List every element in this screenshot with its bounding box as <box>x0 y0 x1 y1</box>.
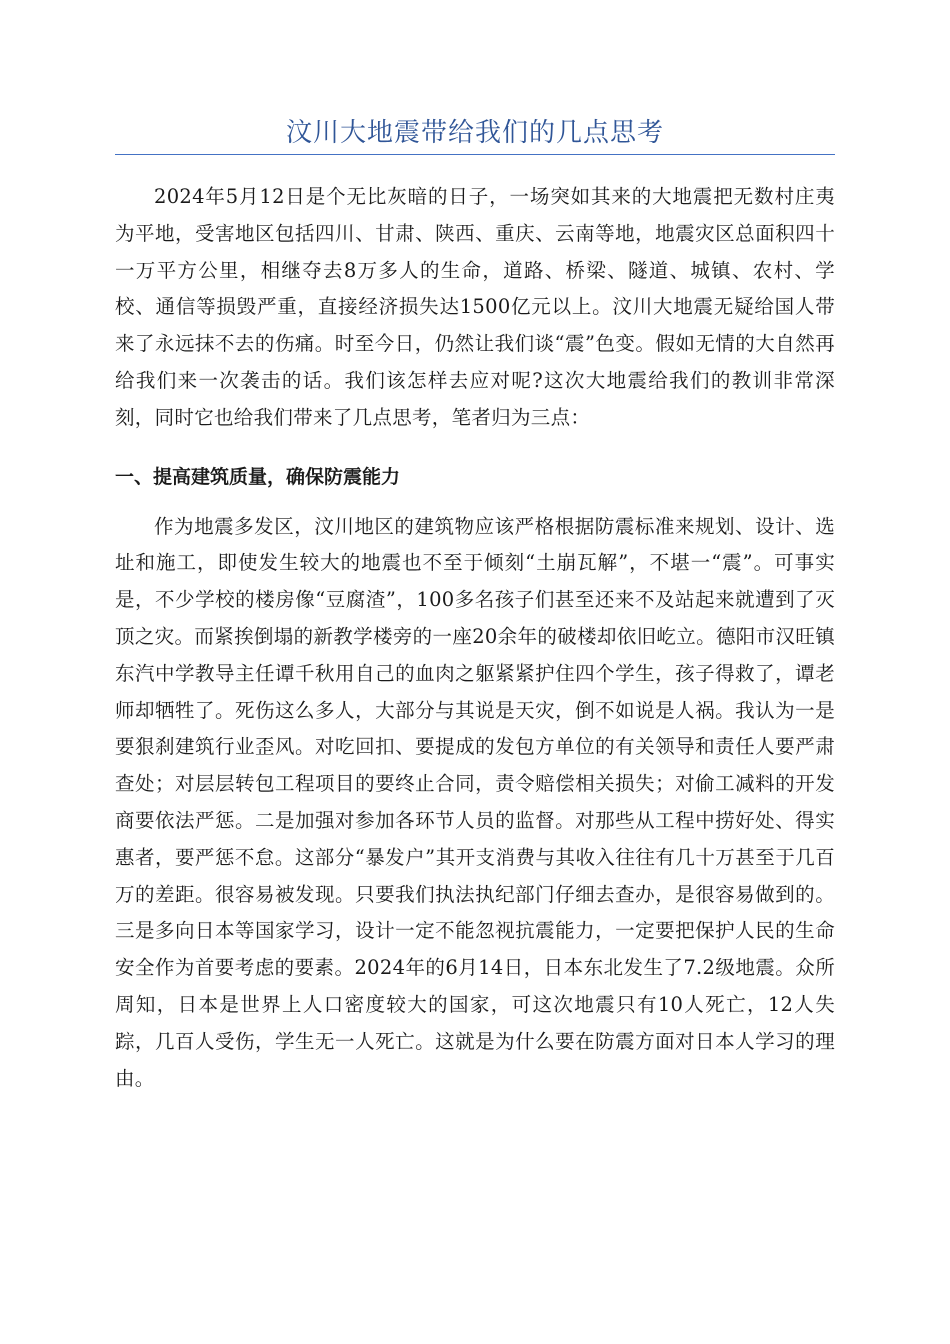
body-paragraph: 作为地震多发区，汶川地区的建筑物应该严格根据防震标准来规划、设计、选址和施工，即使发生较大的地震也不至于倾刻“土崩瓦解”，不堪一“震”。可事实是，不少学校的楼房像“豆腐渣”，100多名孩子们甚至还来不及站起来就遭到了灭顶之灾。而紧挨倒塌的新教学楼旁的一座20余年的破楼却依旧屹立。德阳市汉旺镇东汽中学教导主任谭千秋用自己的血肉之躯紧紧护住四个学生，孩子得救了，谭老师却牺牲了。死伤这么多人，大部分与其说是天灾，倒不如说是人祸。我认为一是要狠刹建筑行业歪风。对吃回扣、要提成的发包方单位的有关领导和责任人要严肃查处；对层层转包工程项目的要终止合同，责令赔偿相关损失；对偷工减料的开发商要依法严惩。二是加强对参加各环节人员的监督。对那些从工程中捞好处、得实惠者，要严惩不怠。这部分“暴发户”其开支消费与其收入往往有几十万甚至于几百万的差距。很容易被发现。只要我们执法执纪部门仔细去查办，是很容易做到的。三是多向日本等国家学习，设计一定不能忽视抗震能力，一定要把保护人民的生命安全作为首要考虑的要素。2024年的6月14日，日本东北发生了7.2级地震。众所周知，日本是世界上人口密度较大的国家，可这次地震只有10人死亡，12人失踪，几百人受伤，学生无一人死亡。这就是为什么要在防震方面对日本人学习的理由。 <box>115 514 835 1090</box>
intro-paragraph: 2024年5月12日是个无比灰暗的日子，一场突如其来的大地震把无数村庄夷为平地，受害地区包括四川、甘肃、陕西、重庆、云南等地，地震灾区总面积四十一万平方公里，相继夺去8万多人的生命，道路、桥梁、隧道、城镇、农村、学校、通信等损毁严重，直接经济损失达1500亿元以上。汶川大地震无疑给国人带来了永远抹不去的伤痛。时至今日，仍然让我们谈“震”色变。假如无情的大自然再给我们来一次袭击的话。我们该怎样去应对呢?这次大地震给我们的教训非常深刻，同时它也给我们带来了几点思考，笔者归为三点： <box>115 185 835 429</box>
section-heading: 一、提高建筑质量，确保防震能力 <box>115 465 401 488</box>
document-page <box>115 0 835 1097</box>
document-title: 汶川大地震带给我们的几点思考 <box>285 118 664 148</box>
title-underline <box>115 154 835 155</box>
